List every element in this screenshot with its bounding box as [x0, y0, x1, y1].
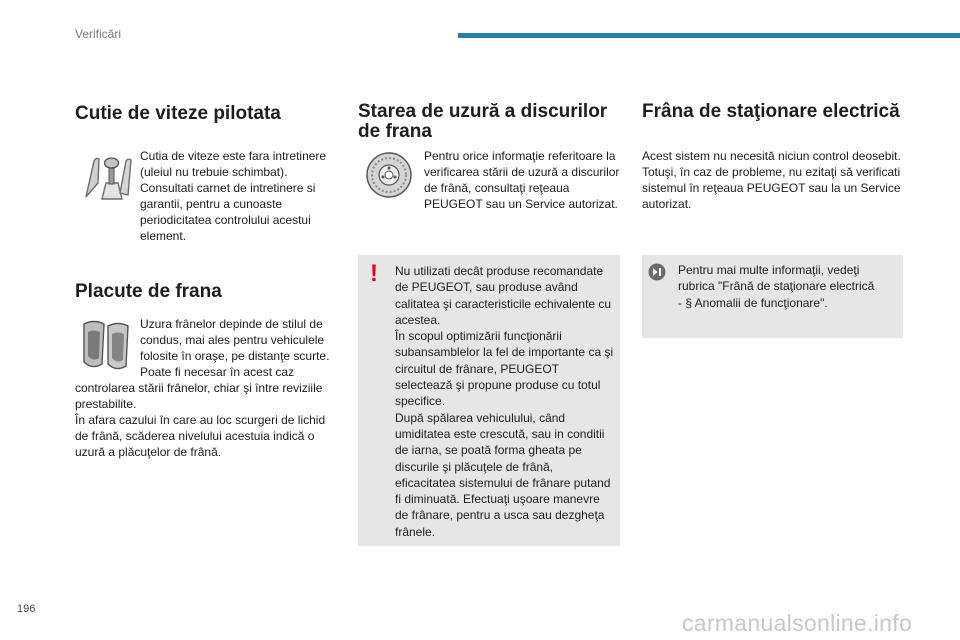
warning-paragraph-1: Nu utilizati decât produse recomandate de PEUGEOT, sau produse având calitatea şi caracteristicile echivalente cu acestea. [395, 264, 612, 327]
gear-lever-icon [80, 153, 134, 205]
pads-text: Uzura frânelor depinde de stilul de condus, mai ales pentru vehiculele folosite în oraşe, pe distanţe scurte. Poate fi necesar în acest caz [140, 317, 330, 379]
discs-text: Pentru orice informaţie referitoare la verificarea stării de uzură a discurilor de frână, consultaţi reţeaua PEUGEOT sau un Service autorizat. [424, 149, 620, 211]
info-box [642, 255, 903, 338]
info-text: Pentru mai multe informaţii, vedeţi rubrica "Frână de staţionare electrică - § Anomalii de funcţionare". [678, 263, 875, 310]
gearbox-text: Cutia de viteze este fara intretinere (uleiul nu trebuie schimbat). Consultati carnet de intretinere si garantii, pentru a cunoaste periodicitatea controlului acestui element. [140, 149, 327, 243]
warning-paragraph-2: În scopul optimizării funcţionării subansamblelor la fel de importante ca şi circuitul de frânare, PEUGEOT selectează şi propune produse cu totul specifice. [395, 329, 614, 409]
pads-text-2: În afara cazului în care au loc scurgeri de lichid de frână, scăderea nivelului acestuia indică o uzură a plăcuţelor de frână. [75, 413, 326, 459]
pads-text-continued: controlarea stării frânelor, chiar şi între reviziile prestabilite. [75, 381, 323, 411]
warning-box [358, 255, 620, 546]
header-bar [458, 33, 960, 38]
warning-icon: ! [370, 260, 378, 287]
page-number: 196 [17, 603, 36, 615]
warning-paragraph-3: După spălarea vehiculului, când umiditatea este crescută, sau in conditii de iarna, se poată forma gheata pe discurile şi plăcuţele de frână, eficacitatea sistemului de frânare putand fi diminuată. Efectuaţi uşoare manevre de frânare, pentru a usca sau dezgheţa frânele. [395, 410, 611, 539]
pads-title: Placute de frana [75, 281, 222, 302]
parking-title: Frâna de staţionare electrică [642, 101, 900, 122]
discs-title: Starea de uzură a discurilor de frana [358, 101, 608, 142]
header-section-title: Verificări [75, 27, 122, 41]
gearbox-title: Cutie de viteze pilotata [75, 103, 281, 124]
brake-pads-icon [80, 318, 132, 372]
watermark: carmanualsonline.info [682, 610, 913, 636]
brake-disc-icon [364, 150, 414, 200]
see-also-icon [648, 263, 666, 281]
parking-text: Acest sistem nu necesită niciun control deosebit. Totuşi, în caz de probleme, nu ezitaţi să verificati sistemul în reţeaua PEUGEOT sau la un Service autorizat. [642, 149, 901, 211]
